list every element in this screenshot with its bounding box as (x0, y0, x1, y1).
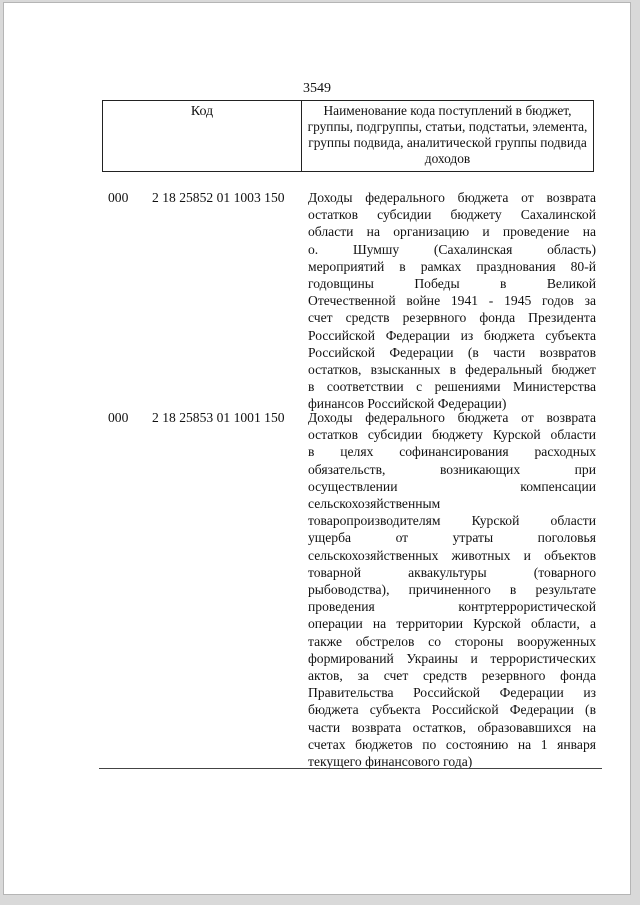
description-line: Российской Федерации (в части возвратов (308, 344, 596, 360)
income-description (308, 409, 596, 770)
description-line: рыбоводства), причиненного в результате (308, 582, 596, 598)
budget-code: 2 18 25852 01 1003 150 (152, 190, 285, 205)
description-line: Доходы федерального бюджета от возврата (308, 190, 596, 205)
description-line: текущего финансового года) (308, 754, 473, 770)
description-line: товаропроизводителям Курской области (308, 513, 596, 529)
description-line: ущерба от утраты поголовья (308, 530, 596, 546)
description-line: о. Шумшу (Сахалинская область) (308, 241, 596, 257)
budget-code: 2 18 25853 01 1001 150 (152, 410, 285, 425)
description-line: счетах бюджетов по состоянию на 1 января (308, 736, 596, 752)
description-line: сельскохозяйственных животных и объектов (308, 547, 596, 563)
description-line: Российской Федерации из бюджета субъекта (308, 327, 596, 343)
description-line: Отечественной войне 1941 - 1945 годов за (308, 293, 596, 309)
description-line: Доходы федерального бюджета от возврата (308, 410, 596, 425)
description-line: обязательств, возникающих при (308, 461, 596, 477)
description-line: остатков, взысканных в федеральный бюджет (308, 362, 596, 378)
description-line: остатков субсидии бюджету Сахалинской (308, 207, 596, 223)
description-line: товарной аквакультуры (товарного (308, 564, 596, 580)
admin-code: 000 (108, 410, 129, 425)
table-header (102, 100, 594, 172)
description-line: проведения контртеррористической (308, 599, 596, 615)
header-code-label: Код (103, 101, 302, 171)
description-line: бюджета субъекта Российской Федерации (в (308, 702, 596, 718)
document-page (3, 2, 631, 895)
income-description (308, 189, 596, 413)
description-line: области на организацию и проведение на (308, 224, 596, 240)
description-line: в соответствии с решениями Министерства (308, 379, 596, 395)
bottom-rule (99, 768, 602, 769)
description-line: мероприятий в рамках празднования 80-й (308, 258, 596, 274)
description-line: Правительства Российской Федерации из (308, 685, 596, 701)
description-line: части возврата остатков, образовавшихся на (308, 719, 596, 735)
description-line: операции на территории Курской области, а (308, 616, 596, 632)
description-line: остатков субсидии бюджету Курской области (308, 427, 596, 443)
admin-code: 000 (108, 190, 129, 205)
description-line: в целях софинансирования расходных (308, 444, 596, 460)
description-line: счет средств резервного фонда Президента (308, 310, 596, 326)
page-number: 3549 (303, 81, 331, 96)
description-line: осуществлении компенсации (308, 478, 596, 494)
description-line: актов, за счет средств резервного фонда (308, 668, 596, 684)
description-line: сельскохозяйственным (308, 496, 441, 512)
header-name-label: Наименование кода поступлений в бюджет, группы, подгруппы, статьи, подстатьи, элемента, группы подвида, аналитической группы подвида доходов (307, 103, 588, 166)
description-line: годовщины Победы в Великой (308, 276, 596, 292)
description-line: формирований Украины и террористических (308, 650, 596, 666)
description-line: финансов Российской Федерации) (308, 396, 507, 412)
description-line: также обстрелов со стороны вооруженных (308, 633, 596, 649)
